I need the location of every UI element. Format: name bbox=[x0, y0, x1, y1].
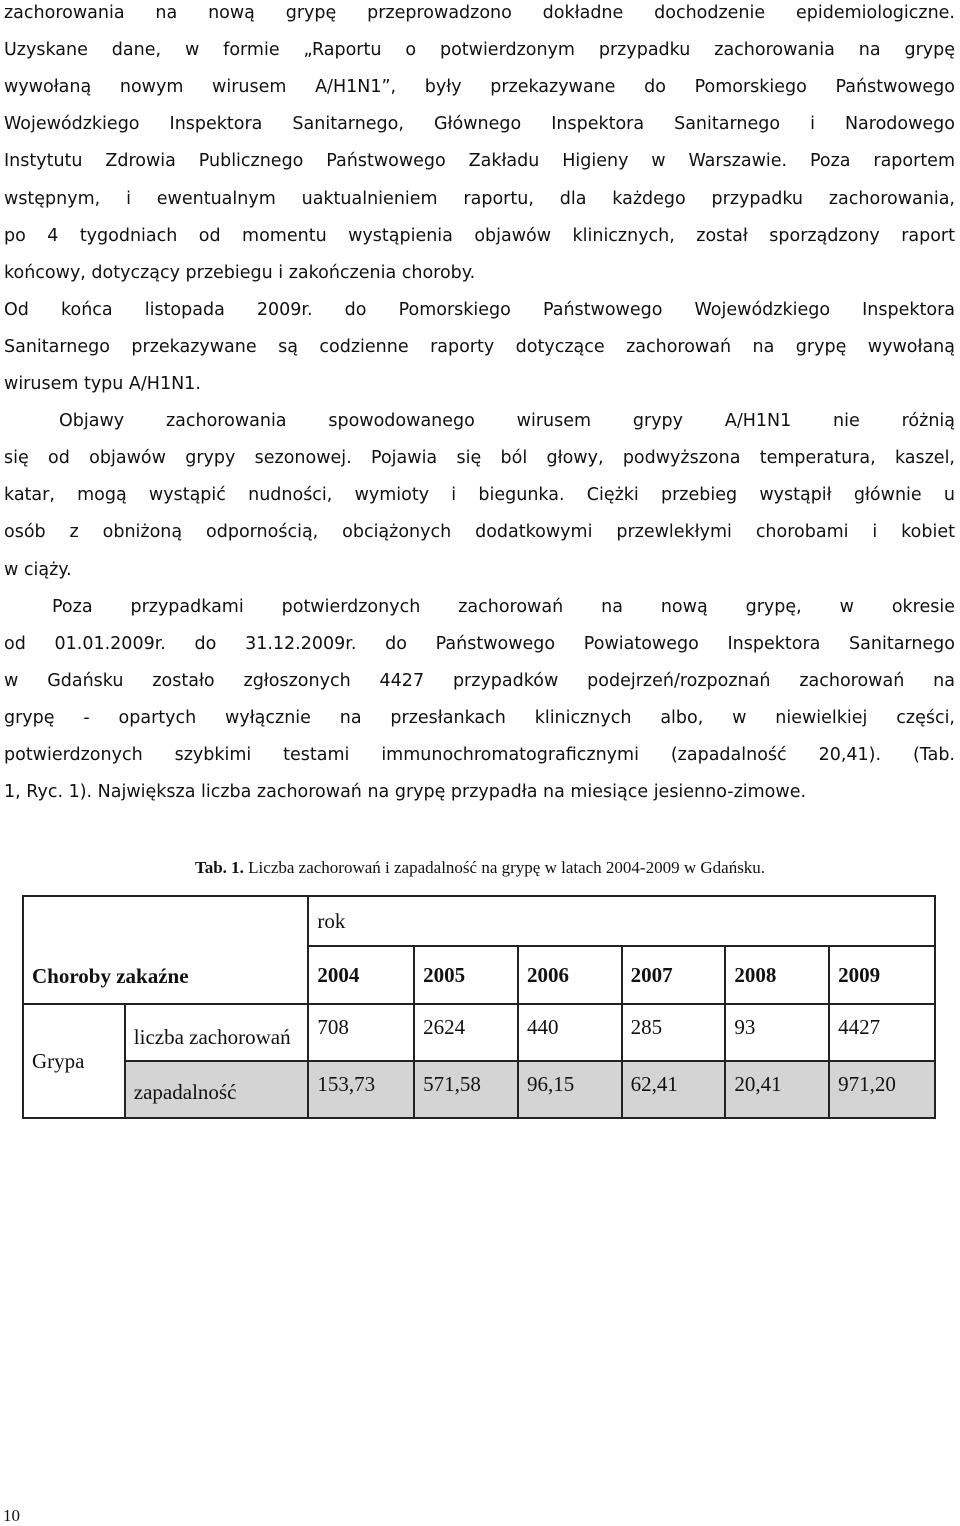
value-cell: 440 bbox=[518, 1004, 622, 1061]
text-line: wirusem typu A/H1N1. bbox=[4, 374, 201, 394]
row-label-cell: zapadalność bbox=[125, 1061, 309, 1118]
table-caption-label: Tab. 1. bbox=[194, 858, 244, 877]
year-cell: 2009 bbox=[829, 946, 935, 1004]
text-line: wywołaną nowym wirusem A/H1N1”, były przekazywane do Pomorskiego Państwowego bbox=[4, 77, 955, 98]
text-line: katar, mogą wystąpić nudności, wymioty i biegunka. Ciężki przebieg wystąpił głównie u bbox=[4, 485, 955, 506]
year-cell: 2004 bbox=[308, 946, 414, 1004]
disease-label: Grypa bbox=[32, 1048, 85, 1073]
page-number: 10 bbox=[3, 1506, 20, 1525]
text-line: w ciąży. bbox=[4, 559, 72, 580]
year-cell: 2005 bbox=[414, 946, 518, 1004]
value-cell: 62,41 bbox=[622, 1061, 726, 1118]
text-line: Objawy zachorowania spowodowanego wirusem grypy A/H1N1 nie różnią bbox=[59, 411, 955, 432]
value-cell: 971,20 bbox=[829, 1061, 935, 1118]
text-line: Sanitarnego przekazywane są codzienne raporty dotyczące zachorowań na grypę wywołaną bbox=[4, 336, 955, 357]
text-line: Od końca listopada 2009r. do Pomorskiego Państwowego Wojewódzkiego Inspektora bbox=[4, 299, 955, 320]
corner-cell bbox=[23, 896, 308, 1004]
table-row bbox=[23, 896, 935, 946]
text-line: zachorowania na nową grypę przeprowadzono dokładne dochodzenie epidemiologiczne. bbox=[4, 3, 955, 23]
table-caption-text: Liczba zachorowań i zapadalność na grypę w latach 2004-2009 w Gdańsku. bbox=[243, 858, 766, 877]
value-cell: 20,41 bbox=[725, 1061, 829, 1118]
corner-label: Choroby zakaźne bbox=[32, 964, 189, 988]
text-line: w Gdańsku zostało zgłoszonych 4427 przypadków podejrzeń/rozpoznań zachorowań na bbox=[4, 670, 955, 691]
table-row bbox=[23, 1061, 935, 1118]
text-line: Uzyskane dane, w formie „Raportu o potwierdzonym przypadku zachorowania na grypę bbox=[4, 40, 955, 61]
value-cell: 96,15 bbox=[518, 1061, 622, 1118]
table-row bbox=[23, 1004, 935, 1061]
text-line: się od objawów grypy sezonowej. Pojawia się ból głowy, podwyższona temperatura, kaszel, bbox=[4, 448, 955, 469]
value-cell: 571,58 bbox=[414, 1061, 518, 1118]
value-cell: 4427 bbox=[829, 1004, 935, 1061]
year-cell: 2007 bbox=[622, 946, 726, 1004]
text-line: osób z obniżoną odpornością, obciążonych dodatkowymi przewlekłymi chorobami i kobiet bbox=[4, 522, 955, 543]
text-line: Poza przypadkami potwierdzonych zachorowań na nową grypę, w okresie bbox=[52, 596, 955, 617]
text-line: grypę - opartych wyłącznie na przesłankach klinicznych albo, w niewielkiej części, bbox=[4, 707, 955, 728]
value-cell: 2624 bbox=[414, 1004, 518, 1061]
text-line: wstępnym, i ewentualnym uaktualnieniem raportu, dla każdego przypadku zachorowania, bbox=[4, 188, 955, 209]
incidence-table bbox=[22, 895, 936, 1119]
text-line: końcowy, dotyczący przebiegu i zakończenia choroby. bbox=[4, 262, 476, 283]
year-cell: 2006 bbox=[518, 946, 622, 1004]
text-line: od 01.01.2009r. do 31.12.2009r. do Państwowego Powiatowego Inspektora Sanitarnego bbox=[4, 633, 955, 654]
year-header-cell bbox=[308, 896, 935, 946]
text-line: potwierdzonych szybkimi testami immunochromatograficznymi (zapadalność 20,41). (Tab. bbox=[4, 745, 955, 765]
table-caption bbox=[0, 858, 960, 878]
disease-cell bbox=[23, 1004, 125, 1118]
value-cell: 93 bbox=[725, 1004, 829, 1061]
text-line: po 4 tygodniach od momentu wystąpienia objawów klinicznych, został sporządzony raport bbox=[4, 225, 955, 246]
value-cell: 285 bbox=[622, 1004, 726, 1061]
year-cell: 2008 bbox=[725, 946, 829, 1004]
text-line: Wojewódzkiego Inspektora Sanitarnego, Głównego Inspektora Sanitarnego i Narodowego bbox=[4, 114, 955, 135]
value-cell: 153,73 bbox=[308, 1061, 414, 1118]
text-line: 1, Ryc. 1). Największa liczba zachorowań na grypę przypadła na miesiące jesienno-zimowe. bbox=[4, 782, 807, 803]
row-label-cell: liczba zachorowań bbox=[125, 1004, 309, 1061]
year-header: rok bbox=[317, 908, 346, 933]
value-cell: 708 bbox=[308, 1004, 414, 1061]
text-line: Instytutu Zdrowia Publicznego Państwowego Zakładu Higieny w Warszawie. Poza raportem bbox=[4, 151, 955, 172]
